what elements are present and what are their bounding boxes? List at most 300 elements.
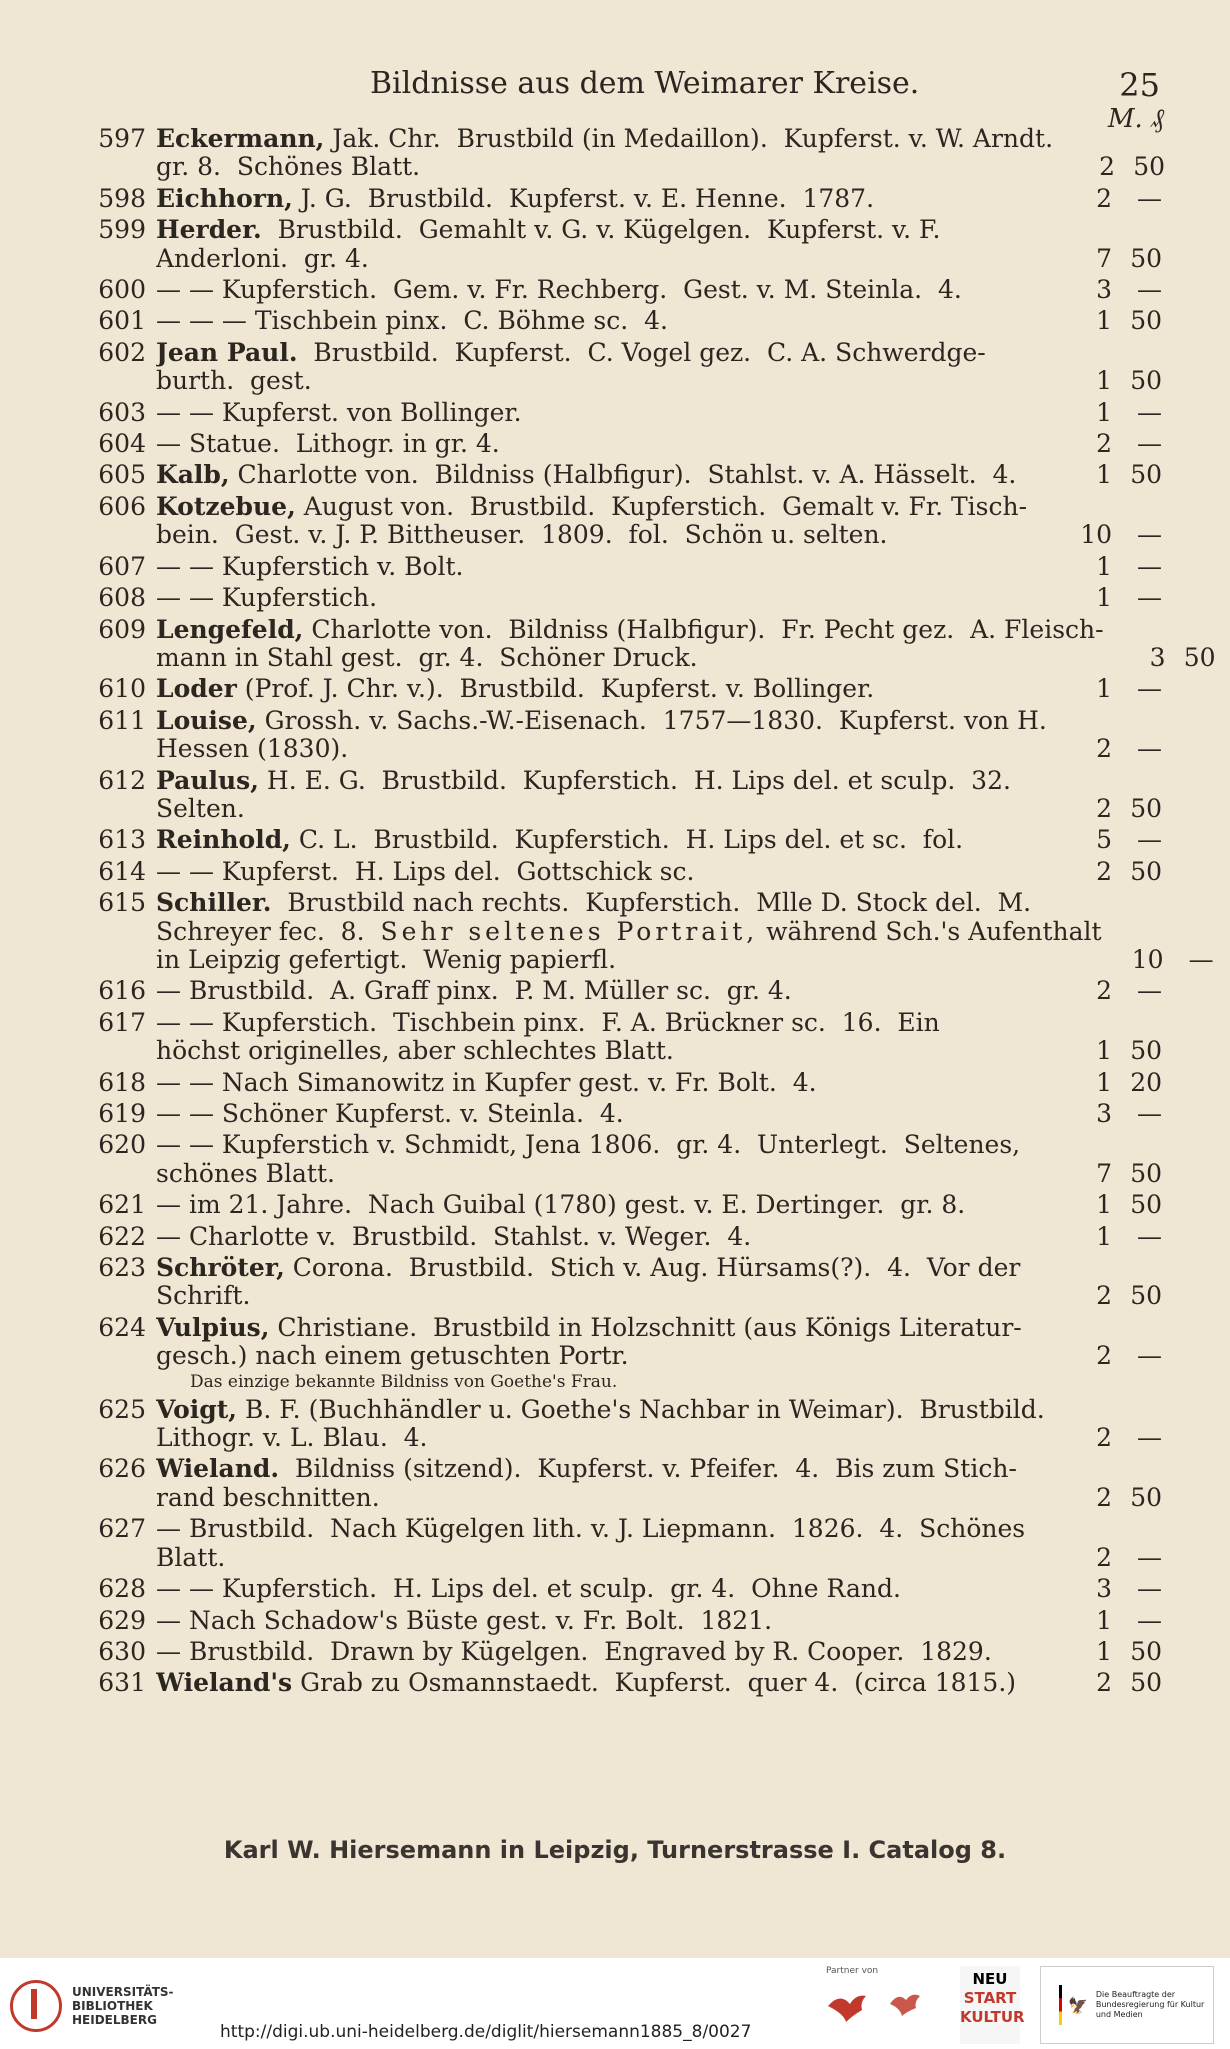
entry-line (156, 1254, 1162, 1282)
catalog-entry (82, 1009, 1162, 1066)
entry-text: gr. 8. Schönes Blatt. (156, 153, 421, 182)
entry-line (156, 644, 1216, 672)
price (1050, 767, 1162, 795)
entry-number: 619 (98, 1099, 146, 1128)
price-pfennig: 50 (1130, 1281, 1162, 1311)
price (1050, 795, 1162, 823)
price-marks: 2 (1096, 976, 1112, 1006)
price (1102, 889, 1214, 917)
entry-line (156, 1160, 1162, 1188)
price (1050, 1575, 1162, 1603)
price (1053, 153, 1165, 181)
entry-line (156, 1669, 1162, 1697)
entry-text: Selten. (156, 794, 245, 823)
price-marks: 2 (1096, 1281, 1112, 1311)
catalog-entry (82, 1575, 1162, 1603)
entry-line (156, 1424, 1162, 1452)
entry-text: schönes Blatt. (156, 1159, 335, 1188)
entry-line (156, 767, 1162, 795)
catalog-entry (82, 1314, 1162, 1393)
price-pfennig: 50 (1130, 793, 1162, 823)
subject-name: Schiller. (156, 889, 272, 918)
catalog-entry (82, 553, 1162, 581)
entry-text: — — Kupferst. H. Lips del. Gottschick sc. (156, 857, 695, 886)
catalog-entry (82, 1669, 1162, 1697)
entry-line (156, 675, 1162, 703)
subject-name: Eckermann, (156, 125, 325, 153)
entry-line (156, 1037, 1162, 1065)
catalog-entry (82, 1396, 1162, 1453)
catalog-entry (82, 858, 1162, 886)
catalog-entry (82, 1191, 1162, 1219)
price (1102, 918, 1214, 946)
entry-text: bein. Gest. v. J. P. Bittheuser. 1809. fol. Schön u. selten. (156, 521, 888, 550)
price (1050, 1314, 1162, 1342)
neustart-kultur-logo[interactable]: NEU START KULTUR (960, 1966, 1020, 2044)
price (1050, 1455, 1162, 1483)
price (1050, 1223, 1162, 1251)
price (1050, 185, 1162, 213)
entry-number: 600 (98, 275, 146, 305)
price (1104, 616, 1216, 644)
price-marks: 10 (1080, 520, 1112, 550)
entry-text: Grab zu Osmannstaedt. Kupferst. quer 4. (circa 1815.) (292, 1669, 1017, 1698)
price-marks: 2 (1096, 793, 1112, 823)
entry-line (156, 946, 1214, 974)
price-marks: 2 (1096, 183, 1112, 213)
entry-line (156, 1484, 1162, 1512)
catalog-entry (82, 1638, 1162, 1666)
entry-line (156, 1282, 1162, 1310)
entry-text: Charlotte von. Bildniss (Halbfigur). Stahlst. v. A. Hässelt. 4. (229, 461, 1017, 490)
price-marks: 1 (1096, 1605, 1112, 1635)
catalog-entry (82, 977, 1162, 1005)
library-name-line: UNIVERSITÄTS- (72, 1985, 174, 1999)
entry-number: 629 (98, 1605, 146, 1635)
entry-line (156, 1607, 1162, 1635)
entry-text: Brustbild. Kupferst. C. Vogel gez. C. A. Schwerdge- (297, 338, 986, 367)
price-marks: 1 (1096, 1036, 1112, 1066)
price (1050, 1424, 1162, 1452)
price (1050, 276, 1162, 304)
price (1050, 430, 1162, 458)
price (1050, 1484, 1162, 1512)
price-pfennig: 50 (1130, 460, 1162, 490)
entry-line (156, 185, 1162, 213)
price-pfennig: — (1137, 1542, 1162, 1572)
price (1102, 946, 1214, 974)
library-seal-icon (10, 1980, 62, 2032)
price-pfennig: 50 (1130, 1036, 1162, 1066)
price-pfennig: — (1137, 551, 1162, 581)
price (1050, 1254, 1162, 1282)
entry-number: 605 (98, 460, 146, 490)
emphasis-text: Sehr seltenes Portrait, (380, 917, 759, 946)
entry-text: — Brustbild. Drawn by Kügelgen. Engraved by R. Cooper. 1829. (156, 1637, 992, 1666)
price (1050, 493, 1162, 521)
entry-line (156, 1515, 1162, 1543)
bkm-logo[interactable] (1040, 1966, 1214, 2044)
price (1050, 858, 1162, 886)
subject-name: Reinhold, (156, 826, 291, 855)
price-marks: 5 (1096, 825, 1112, 855)
entry-line (156, 616, 1216, 644)
price-marks: 1 (1096, 460, 1112, 490)
catalog-entry (82, 124, 1166, 182)
entry-line (156, 125, 1165, 153)
entry-line (156, 1544, 1162, 1572)
running-title: Bildnisse aus dem Weimarer Kreise. (370, 66, 920, 101)
price-marks: 2 (1096, 1542, 1112, 1572)
price (1050, 521, 1162, 549)
subject-name: Lengefeld, (156, 615, 304, 644)
price (1050, 735, 1162, 763)
ddb-bird-logo-icon[interactable] (826, 1986, 876, 2026)
entry-text: Anderloni. gr. 4. (156, 244, 369, 273)
price-pfennig: — (1137, 976, 1162, 1006)
entry-text: Schrift. (156, 1282, 251, 1311)
price-marks: 2 (1096, 856, 1112, 886)
entry-number: 599 (98, 215, 146, 245)
price-pfennig: — (1137, 674, 1162, 704)
entry-number: 627 (98, 1514, 146, 1544)
partner-label: Partner von (826, 1966, 879, 1976)
entry-text: — Nach Schadow's Büste gest. v. Fr. Bolt. 1821. (156, 1606, 773, 1635)
price-marks: 2 (1096, 429, 1112, 459)
entry-text: August von. Brustbild. Kupferstich. Gemalt v. Fr. Tisch- (295, 492, 1028, 521)
entry-number: 597 (98, 124, 146, 153)
entry-text: gesch.) nach einem getuschten Portr. (156, 1342, 629, 1371)
price-pfennig: 50 (1183, 642, 1216, 672)
entry-text: Jak. Chr. Brustbild (in Medaillon). Kupferst. v. W. Arndt. (324, 125, 1054, 153)
entry-line (156, 153, 1165, 181)
catalog-entry (82, 888, 1214, 974)
entry-number: 618 (98, 1067, 146, 1097)
entry-number: 607 (98, 551, 146, 581)
price (1050, 245, 1162, 273)
price (1050, 1069, 1162, 1097)
entry-text: — — — Tischbein pinx. C. Böhme sc. 4. (156, 307, 668, 336)
partner-bird-icon[interactable] (888, 1988, 924, 2018)
entry-line (156, 1069, 1162, 1097)
entry-number: 601 (98, 306, 146, 336)
price (1050, 1638, 1162, 1666)
permalink-url[interactable]: http://digi.ub.uni-heidelberg.de/diglit/hiersemann1885_8/0027 (220, 2022, 752, 2042)
entry-line (156, 1131, 1162, 1159)
catalog-entry (82, 493, 1162, 550)
price (1050, 339, 1162, 367)
price (1050, 1607, 1162, 1635)
price-pfennig: — (1137, 1605, 1162, 1635)
price (1050, 553, 1162, 581)
entry-text: Brustbild. Gemahlt v. G. v. Kügelgen. Kupferst. v. F. (261, 216, 941, 245)
entry-line (156, 977, 1162, 1005)
price-marks: 1 (1096, 1190, 1112, 1220)
entry-text: Schreyer fec. 8. (156, 917, 381, 946)
subject-name: Louise, (156, 706, 257, 735)
entry-number: 603 (98, 397, 146, 427)
entry-text: Hessen (1830). (156, 735, 349, 764)
price-pfennig: — (1137, 397, 1162, 427)
entry-text: H. E. G. Brustbild. Kupferstich. H. Lips del. et sculp. 32. (258, 766, 1011, 795)
catalog-entry (82, 584, 1162, 612)
price-pfennig: — (1137, 1574, 1162, 1604)
price-pfennig: 20 (1130, 1067, 1162, 1097)
entry-text: mann in Stahl gest. gr. 4. Schöner Druck. (156, 643, 698, 672)
entry-number: 628 (98, 1574, 146, 1604)
subject-name: Wieland. (156, 1455, 280, 1484)
entry-line (156, 1342, 1162, 1370)
entry-number: 623 (98, 1253, 146, 1283)
price-marks: 1 (1096, 583, 1112, 613)
catalog-entry (82, 307, 1162, 335)
entry-text: — — Kupferstich. Tischbein pinx. F. A. Brückner sc. 16. Ein (156, 1008, 940, 1037)
price-marks: 2 (1096, 1668, 1112, 1698)
entry-number: 622 (98, 1221, 146, 1251)
price-pfennig: — (1137, 1099, 1162, 1128)
catalog-entry (82, 399, 1162, 427)
entry-line (156, 1314, 1162, 1342)
entry-text: Lithogr. v. L. Blau. 4. (156, 1424, 428, 1453)
price-pfennig: 50 (1130, 1482, 1162, 1512)
entry-line (156, 307, 1162, 335)
price-pfennig: 50 (1130, 1190, 1162, 1220)
entry-text: — — Kupferstich. Gem. v. Fr. Rechberg. Gest. v. M. Steinla. 4. (156, 276, 962, 305)
entry-number: 613 (98, 825, 146, 855)
entry-number: 615 (98, 888, 146, 918)
catalog-entry (82, 276, 1162, 304)
subject-name: Eichhorn, (156, 184, 293, 213)
entry-text: burth. gest. (156, 367, 312, 396)
library-name-line: HEIDELBERG (72, 2013, 157, 2027)
price-marks: 3 (1096, 1099, 1112, 1128)
price-marks: 10 (1131, 944, 1164, 974)
entry-number: 620 (98, 1130, 146, 1160)
entry-text: während Sch.'s Aufenthalt (758, 917, 1102, 946)
entry-note: Das einzige bekannte Bildniss von Goethe's Frau. (190, 1371, 618, 1392)
price-pfennig: — (1137, 734, 1162, 764)
entry-text: höchst originelles, aber schlechtes Blatt. (156, 1037, 674, 1066)
price (1050, 399, 1162, 427)
price (1050, 1009, 1162, 1037)
entry-number: 625 (98, 1394, 146, 1424)
subject-name: Herder. (156, 216, 262, 245)
entry-text: J. G. Brustbild. Kupferst. v. E. Henne. 1787. (292, 184, 875, 213)
entry-text: — — Kupferstich v. Schmidt, Jena 1806. gr. 4. Unterlegt. Seltenes, (156, 1131, 1021, 1160)
entry-text: Charlotte von. Bildniss (Halbfigur). Fr. Pecht gez. A. Fleisch- (303, 615, 1104, 644)
entry-number: 598 (98, 183, 146, 213)
entry-line (156, 216, 1162, 244)
subject-name: Wieland's (156, 1669, 293, 1698)
entry-number: 612 (98, 765, 146, 795)
page-number: 25 (1119, 66, 1160, 104)
entry-text: — — Kupferstich v. Bolt. (156, 552, 464, 581)
catalog-entry (82, 430, 1162, 458)
price-marks: 1 (1096, 674, 1112, 704)
price-pfennig: — (1137, 1221, 1162, 1251)
entry-line (156, 339, 1162, 367)
price (1050, 1037, 1162, 1065)
entry-text: Grossh. v. Sachs.-W.-Eisenach. 1757—1830. Kupferst. von H. (256, 706, 1047, 735)
entry-text: Bildniss (sitzend). Kupferst. v. Pfeifer. 4. Bis zum Stich- (279, 1455, 1017, 1484)
entry-line (156, 1009, 1162, 1037)
price (1050, 1669, 1162, 1697)
catalog-entry (82, 1131, 1162, 1188)
price-pfennig: — (1188, 944, 1214, 974)
catalog-entry (82, 1069, 1162, 1097)
currency-heading: M. ₰ (1107, 104, 1164, 134)
price (1050, 1544, 1162, 1572)
price-pfennig: — (1137, 583, 1162, 613)
price-marks: 1 (1096, 551, 1112, 581)
price (1050, 1396, 1162, 1424)
price-marks: 1 (1096, 1067, 1112, 1097)
entry-line (156, 858, 1162, 886)
catalog-entry (82, 339, 1162, 396)
price-pfennig: — (1137, 1341, 1162, 1371)
entry-line (156, 795, 1162, 823)
entry-line (156, 276, 1162, 304)
price (1050, 1100, 1162, 1128)
catalog-entry (82, 1455, 1162, 1512)
entry-text: rand beschnitten. (156, 1483, 380, 1512)
entry-line (156, 584, 1162, 612)
price-pfennig: 50 (1130, 366, 1162, 396)
catalog-entry (82, 216, 1162, 273)
eagle-icon: 🦅 (1067, 1995, 1088, 2015)
price-marks: 3 (1096, 275, 1112, 305)
entry-text: C. L. Brustbild. Kupferstich. H. Lips del. et sc. fol. (290, 826, 964, 855)
price-pfennig: — (1137, 275, 1162, 305)
library-name-line: BIBLIOTHEK (72, 1999, 153, 2013)
entry-line (156, 245, 1162, 273)
price (1050, 367, 1162, 395)
subject-name: Paulus, (156, 766, 259, 795)
price (1050, 675, 1162, 703)
price-pfennig: — (1137, 520, 1162, 550)
entry-number: 617 (98, 1007, 146, 1037)
price (1050, 977, 1162, 1005)
entry-line (156, 553, 1162, 581)
entry-number: 606 (98, 491, 146, 521)
entry-text: — — Kupferstich. (156, 584, 378, 613)
entry-text: (Prof. J. Chr. v.). Brustbild. Kupferst. v. Bollinger. (236, 675, 875, 704)
price-marks: 2 (1096, 734, 1112, 764)
price (1050, 1160, 1162, 1188)
entry-number: 604 (98, 429, 146, 459)
entry-text: Corona. Brustbild. Stich v. Aug. Hürsams(?). 4. Vor der (284, 1254, 1021, 1283)
price-pfennig: 50 (1130, 306, 1162, 336)
entry-text: — Statue. Lithogr. in gr. 4. (156, 430, 500, 459)
catalog-entry (82, 1100, 1162, 1128)
entry-text: — — Kupferstich. H. Lips del. et sculp. gr. 4. Ohne Rand. (156, 1575, 901, 1604)
subject-name: Kotzebue, (156, 492, 296, 521)
entry-line (156, 399, 1162, 427)
entry-text: — — Nach Simanowitz in Kupfer gest. v. Fr. Bolt. 4. (156, 1068, 817, 1097)
price-pfennig: 50 (1130, 1158, 1162, 1188)
entry-number: 608 (98, 583, 146, 613)
price-marks: 1 (1096, 1221, 1112, 1251)
price (1050, 216, 1162, 244)
catalog-entry (82, 1607, 1162, 1635)
entry-text: Brustbild nach rechts. Kupferstich. Mlle D. Stock del. M. (271, 889, 1032, 918)
entry-line (156, 1575, 1162, 1603)
price (1104, 644, 1216, 672)
price-marks: 1 (1096, 366, 1112, 396)
price (1050, 1282, 1162, 1310)
subject-name: Kalb, (156, 461, 230, 490)
entry-line (156, 707, 1162, 735)
entry-text: — Brustbild. Nach Kügelgen lith. v. J. Liepmann. 1826. 4. Schönes (156, 1515, 1026, 1544)
price-pfennig: — (1137, 183, 1162, 213)
price (1050, 307, 1162, 335)
price-marks: 2 (1096, 1341, 1112, 1371)
entry-line (156, 521, 1162, 549)
catalog-entry (82, 1515, 1162, 1572)
entry-line (156, 918, 1214, 946)
entry-line (156, 493, 1162, 521)
price (1050, 707, 1162, 735)
price-pfennig: 50 (1130, 856, 1162, 886)
entry-number: 616 (98, 976, 146, 1006)
catalog-entry (82, 826, 1162, 854)
university-library-logo[interactable] (10, 1980, 174, 2032)
entry-line (156, 1191, 1162, 1219)
catalog-entry (82, 767, 1162, 824)
entry-line (156, 1455, 1162, 1483)
price (1050, 584, 1162, 612)
price-marks: 7 (1096, 1158, 1112, 1188)
entry-line (156, 1396, 1162, 1424)
entry-list (82, 124, 1216, 1698)
entry-line (156, 826, 1162, 854)
catalog-entry (82, 707, 1162, 764)
catalog-footer: Karl W. Hiersemann in Leipzig, Turnerstrasse I. Catalog 8. (223, 1836, 1007, 1864)
entry-number: 610 (98, 674, 146, 704)
entry-text: — im 21. Jahre. Nach Guibal (1780) gest. v. E. Dertinger. gr. 8. (156, 1191, 966, 1220)
price-marks: 2 (1096, 1482, 1112, 1512)
catalog-entry (82, 461, 1162, 489)
entry-text: in Leipzig gefertigt. Wenig papierfl. (156, 945, 617, 974)
entry-text: Blatt. (156, 1543, 226, 1572)
entry-number: 611 (98, 705, 146, 735)
catalog-entry (82, 614, 1216, 673)
entry-text: — Brustbild. A. Graff pinx. P. M. Müller sc. gr. 4. (156, 977, 792, 1006)
subject-name: Schröter, (156, 1254, 285, 1283)
price (1050, 1131, 1162, 1159)
subject-name: Loder (156, 675, 237, 704)
bkm-text: Die Beauftragte der Bundesregierung für Kultur und Medien (1095, 1990, 1205, 2019)
price-marks: 1 (1096, 397, 1112, 427)
catalog-entry (82, 1254, 1162, 1311)
entry-line (156, 430, 1162, 458)
entry-number: 602 (98, 337, 146, 367)
price-marks: 2 (1099, 152, 1116, 182)
entry-line (156, 1223, 1162, 1251)
entry-number: 621 (98, 1190, 146, 1220)
price (1050, 461, 1162, 489)
price-pfennig: 50 (1133, 152, 1166, 182)
entry-line (156, 461, 1162, 489)
subject-name: Jean Paul. (156, 338, 298, 367)
entry-text: — — Schöner Kupferst. v. Steinla. 4. (156, 1100, 624, 1128)
entry-line (156, 367, 1162, 395)
price-pfennig: 50 (1130, 1668, 1162, 1698)
price (1053, 125, 1165, 153)
price-marks: 1 (1096, 306, 1112, 336)
entry-text: — — Kupferst. von Bollinger. (156, 398, 522, 427)
price (1050, 1191, 1162, 1219)
